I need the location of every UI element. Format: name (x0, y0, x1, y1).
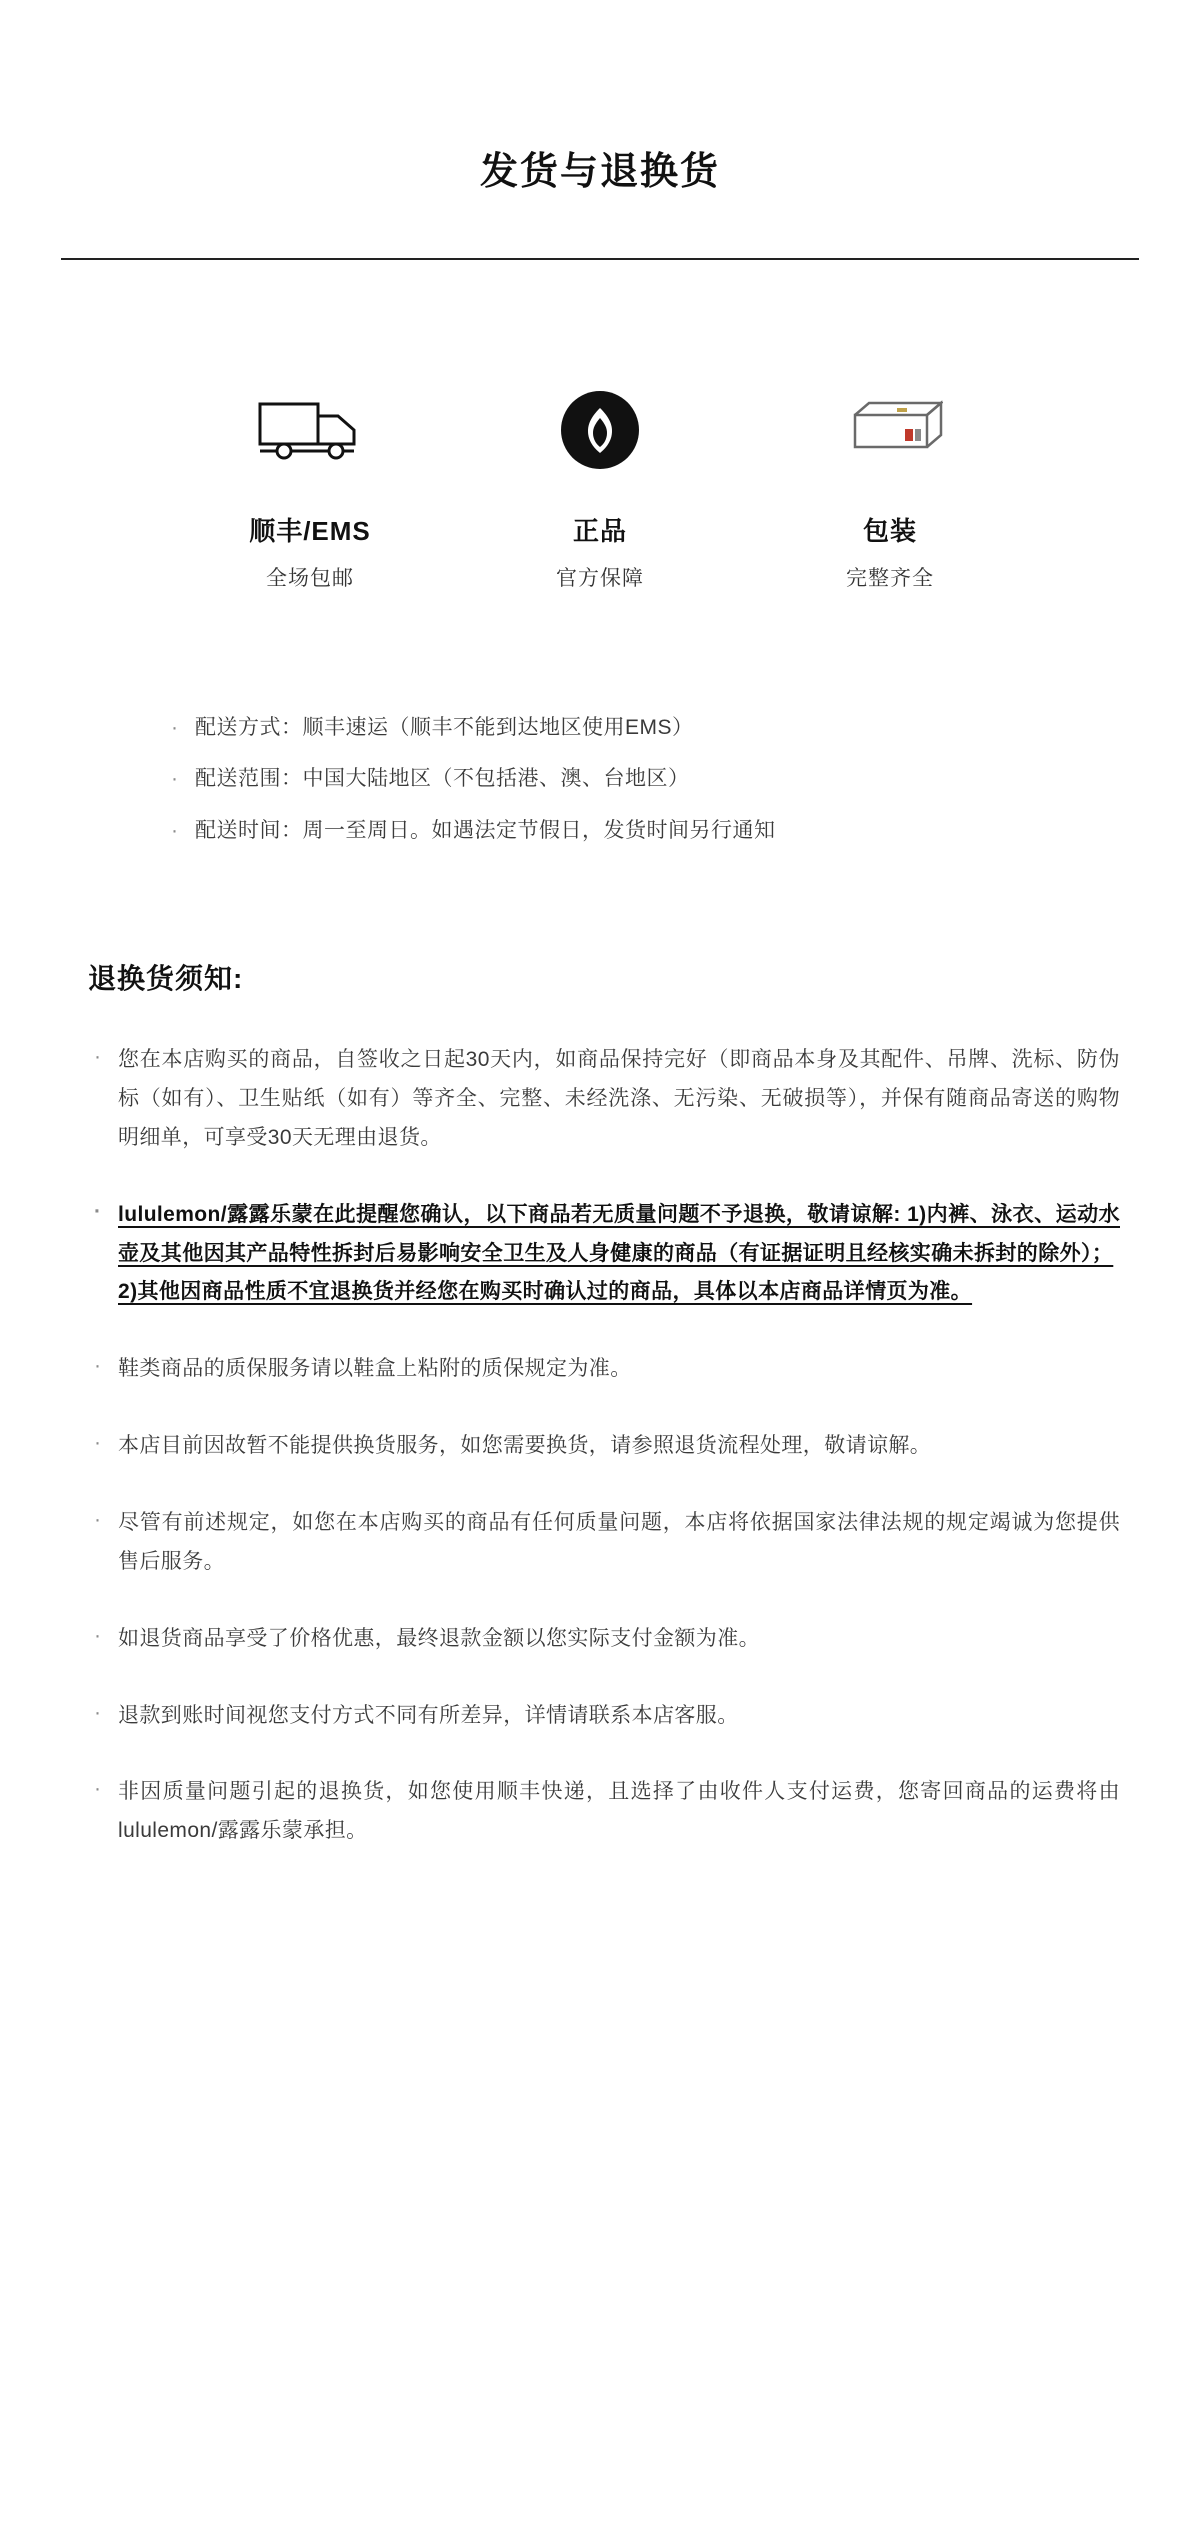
bullet-icon: · (94, 1431, 102, 1455)
bullet-icon: · (94, 1354, 102, 1378)
list-item (94, 1196, 1120, 1313)
list-item (94, 1697, 1120, 1736)
list-item (94, 1773, 1120, 1851)
bullet-icon: · (94, 1623, 102, 1647)
feature-highlights (165, 375, 1035, 592)
delivery-info-list (0, 712, 1200, 848)
delivery-area: 配送范围：中国大陆地区（不包括港、澳、台地区） (195, 767, 690, 791)
bullet-icon: · (94, 1777, 102, 1801)
bullet-icon: · (171, 715, 179, 739)
feature-shipping-subtitle: 全场包邮 (266, 566, 354, 590)
bullet-icon: · (94, 1045, 102, 1069)
truck-icon (165, 375, 455, 485)
list-item (171, 712, 1200, 745)
list-item (94, 1350, 1120, 1389)
list-item (171, 815, 1200, 848)
bullet-icon: · (171, 767, 179, 791)
list-item (94, 1041, 1120, 1158)
page-header (0, 0, 1200, 260)
feature-packaging-subtitle: 完整齐全 (846, 566, 934, 590)
return-policy-discount-refund: 如退货商品享受了价格优惠，最终退款金额以您实际支付金额为准。 (118, 1626, 760, 1650)
return-policy-quality: 尽管有前述规定，如您在本店购买的商品有任何质量问题，本店将依据国家法律法规的规定竭诚为您提供售后服务。 (118, 1510, 1120, 1573)
return-policy-footwear: 鞋类商品的质保服务请以鞋盒上粘附的质保规定为准。 (118, 1357, 632, 1381)
list-item (94, 1504, 1120, 1582)
feature-authenticity-title: 正品 (572, 515, 627, 546)
returns-heading: 退换货须知: (88, 963, 244, 995)
return-policy-shipping-fee: 非因质量问题引起的退换货，如您使用顺丰快递，且选择了由收件人支付运费，您寄回商品的运费将由lululemon/露露乐蒙承担。 (118, 1780, 1120, 1843)
feature-authenticity (455, 375, 745, 592)
package-box-icon (745, 375, 1035, 485)
return-policy-exclusions-part1: lululemon/露露乐蒙在此提醒您确认，以下商品若无质量问题不予退换，敬请谅解: 1)内裤、泳衣、运动水壶及其他因其产品特性拆封后易影响安全卫生及人身健康的商品（有证据证明且经核实确未拆封的除外）； (118, 1202, 1120, 1265)
return-policy-exclusions-part2: 2)其他因商品性质不宜退换货并经您在购买时确认过的商品，具体以本店商品详情页为准。 (118, 1280, 973, 1304)
returns-policy-list (0, 1041, 1200, 1851)
lululemon-logo-icon (455, 375, 745, 485)
feature-packaging (745, 375, 1035, 592)
title-divider (61, 258, 1139, 260)
feature-shipping (165, 375, 455, 592)
list-item (94, 1620, 1120, 1659)
delivery-method: 配送方式：顺丰速运（顺丰不能到达地区使用EMS） (195, 715, 694, 739)
feature-authenticity-subtitle: 官方保障 (556, 566, 644, 590)
return-policy-refund-time: 退款到账时间视您支付方式不同有所差异，详情请联系本店客服。 (118, 1703, 739, 1727)
delivery-time: 配送时间：周一至周日。如遇法定节假日，发货时间另行通知 (195, 818, 776, 842)
feature-shipping-title: 顺丰/EMS (249, 515, 371, 546)
return-policy-30day: 您在本店购买的商品，自签收之日起30天内，如商品保持完好（即商品本身及其配件、吊牌、洗标、防伪标（如有）、卫生贴纸（如有）等齐全、完整、未经洗涤、无污染、无破损等），并保有随商品寄送的购物明细单，可享受30天无理由退货。 (118, 1048, 1120, 1149)
list-item (171, 763, 1200, 796)
bottom-spacer (0, 1889, 1200, 1949)
page-title: 发货与退换货 (479, 151, 720, 193)
feature-packaging-title: 包装 (862, 515, 917, 546)
bullet-icon: · (94, 1199, 102, 1223)
bullet-icon: · (171, 818, 179, 842)
return-policy-exchange: 本店目前因故暂不能提供换货服务，如您需要换货，请参照退货流程处理，敬请谅解。 (118, 1434, 932, 1458)
list-item (94, 1427, 1120, 1466)
bullet-icon: · (94, 1507, 102, 1531)
bullet-icon: · (94, 1700, 102, 1724)
